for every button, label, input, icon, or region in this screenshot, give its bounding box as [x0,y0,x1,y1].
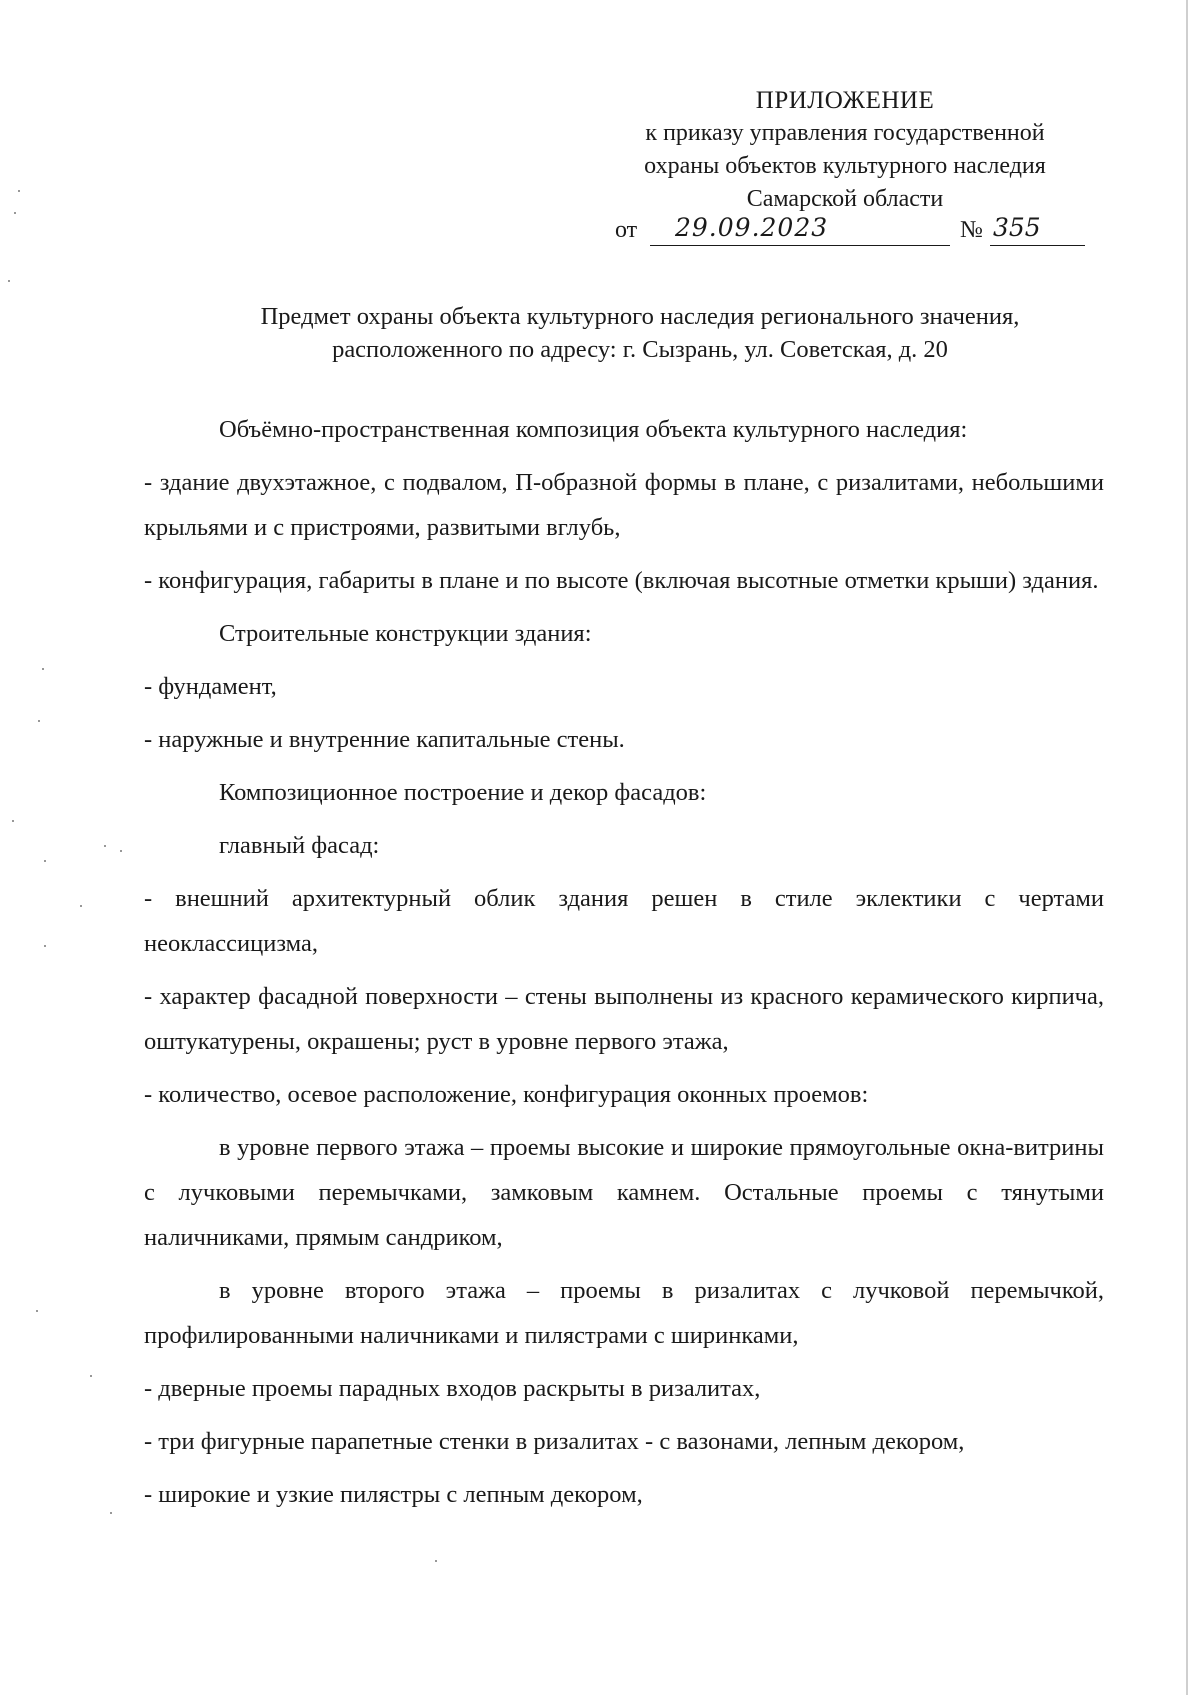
body-paragraph: - характер фасадной поверхности – стены выполнены из красного керамического кирпича, оштукатурены, окрашены; руст в уровне первого этажа, [144,983,1104,1055]
date-prefix: от [615,217,638,243]
appendix-line-1: к приказу управления государственной [645,120,1045,146]
body-paragraph: в уровне первого этажа – проемы высокие и широкие прямоугольные окна-витрины с лучковыми перемычками, замковым камнем. Остальные проемы с тянутыми наличниками, прямым сандриком, [144,1134,1104,1251]
date-underline [650,245,950,246]
body-paragraph: - три фигурные парапетные стенки в ризалитах - с вазонами, лепным декором, [144,1428,965,1455]
scan-speck [14,212,16,214]
body-paragraph: Композиционное построение и декор фасадов: [219,779,707,806]
scan-speck [44,945,46,947]
body-paragraph: Объёмно-пространственная композиция объекта культурного наследия: [219,416,968,443]
body-paragraph: Строительные конструкции здания: [219,620,592,647]
scan-edge-line [1186,0,1188,1695]
body-paragraph: - наружные и внутренние капитальные стены. [144,726,625,753]
scan-speck [36,1310,38,1312]
subject-line-1: Предмет охраны объекта культурного наследия регионального значения, [260,303,1020,330]
document-body [144,407,1104,1525]
appendix-header [600,84,1090,216]
scan-speck [435,1560,437,1562]
body-paragraph: - здание двухэтажное, с подвалом, П-образной формы в плане, с ризалитами, небольшими крыльями и с пристроями, развитыми вглубь, [144,469,1104,541]
scan-speck [38,720,40,722]
order-number-handwritten: 355 [993,213,1041,242]
body-paragraph: - фундамент, [144,673,277,700]
scan-speck [18,190,20,192]
scan-speck [104,845,106,847]
scan-speck [80,905,82,907]
appendix-line-2: охраны объектов культурного наследия [644,153,1046,179]
subject-line-2: расположенного по адресу: г. Сызрань, ул. Советская, д. 20 [332,336,948,363]
document-subject [140,300,1140,366]
scan-speck [12,820,14,822]
scan-speck [110,1512,112,1514]
appendix-title: ПРИЛОЖЕНИЕ [755,87,935,114]
order-date-handwritten: 29.09.2023 [675,213,829,242]
body-paragraph: в уровне второго этажа – проемы в ризалитах с лучковой перемычкой, профилированными наличниками и пилястрами с ширинками, [144,1277,1104,1349]
scan-speck [120,850,122,852]
number-underline [990,245,1085,246]
order-date-row [615,213,1085,249]
scan-speck [42,668,44,670]
body-paragraph: - конфигурация, габариты в плане и по высоте (включая высотные отметки крыши) здания. [144,567,1099,594]
scan-speck [8,280,10,282]
number-label: № [960,217,983,243]
body-paragraph: - дверные проемы парадных входов раскрыты в ризалитах, [144,1375,761,1402]
appendix-line-3: Самарской области [746,186,944,212]
scan-speck [44,860,46,862]
body-paragraph: главный фасад: [219,832,380,859]
body-paragraph: - внешний архитектурный облик здания решен в стиле эклектики с чертами неоклассицизма, [144,885,1104,957]
body-paragraph: - количество, осевое расположение, конфигурация оконных проемов: [144,1081,869,1108]
scan-speck [90,1375,92,1377]
body-paragraph: - широкие и узкие пилястры с лепным декором, [144,1481,643,1508]
